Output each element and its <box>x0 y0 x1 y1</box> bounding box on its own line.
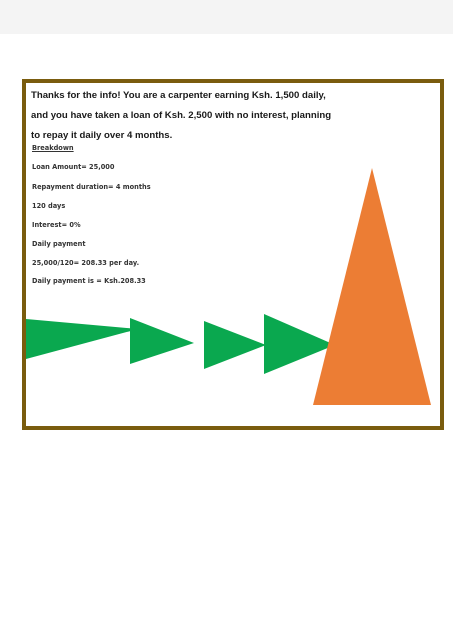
breakdown-heading: Breakdown <box>32 144 74 152</box>
daily-payment-label: Daily payment <box>32 240 86 248</box>
illustration <box>26 83 440 426</box>
green-arrow-1 <box>26 319 138 359</box>
orange-triangle <box>313 168 431 405</box>
days-line: 120 days <box>32 202 66 210</box>
intro-line: Thanks for the info! You are a carpenter earning Ksh. 1,500 daily, <box>31 90 326 101</box>
daily-payment-result: Daily payment is = Ksh.208.33 <box>32 277 146 285</box>
daily-payment-calc: 25,000/120= 208.33 per day. <box>32 259 140 267</box>
top-band <box>0 0 453 34</box>
intro-line: to repay it daily over 4 months. <box>31 130 173 141</box>
intro-line: and you have taken a loan of Ksh. 2,500 with no interest, planning <box>31 110 332 121</box>
interest-line: Interest= 0% <box>32 221 81 229</box>
green-arrow-3 <box>204 321 266 369</box>
loan-amount-line: Loan Amount= 25,000 <box>32 163 115 171</box>
document-frame <box>22 79 444 430</box>
repayment-duration-line: Repayment duration= 4 months <box>32 183 151 191</box>
green-arrow-2 <box>130 318 194 364</box>
